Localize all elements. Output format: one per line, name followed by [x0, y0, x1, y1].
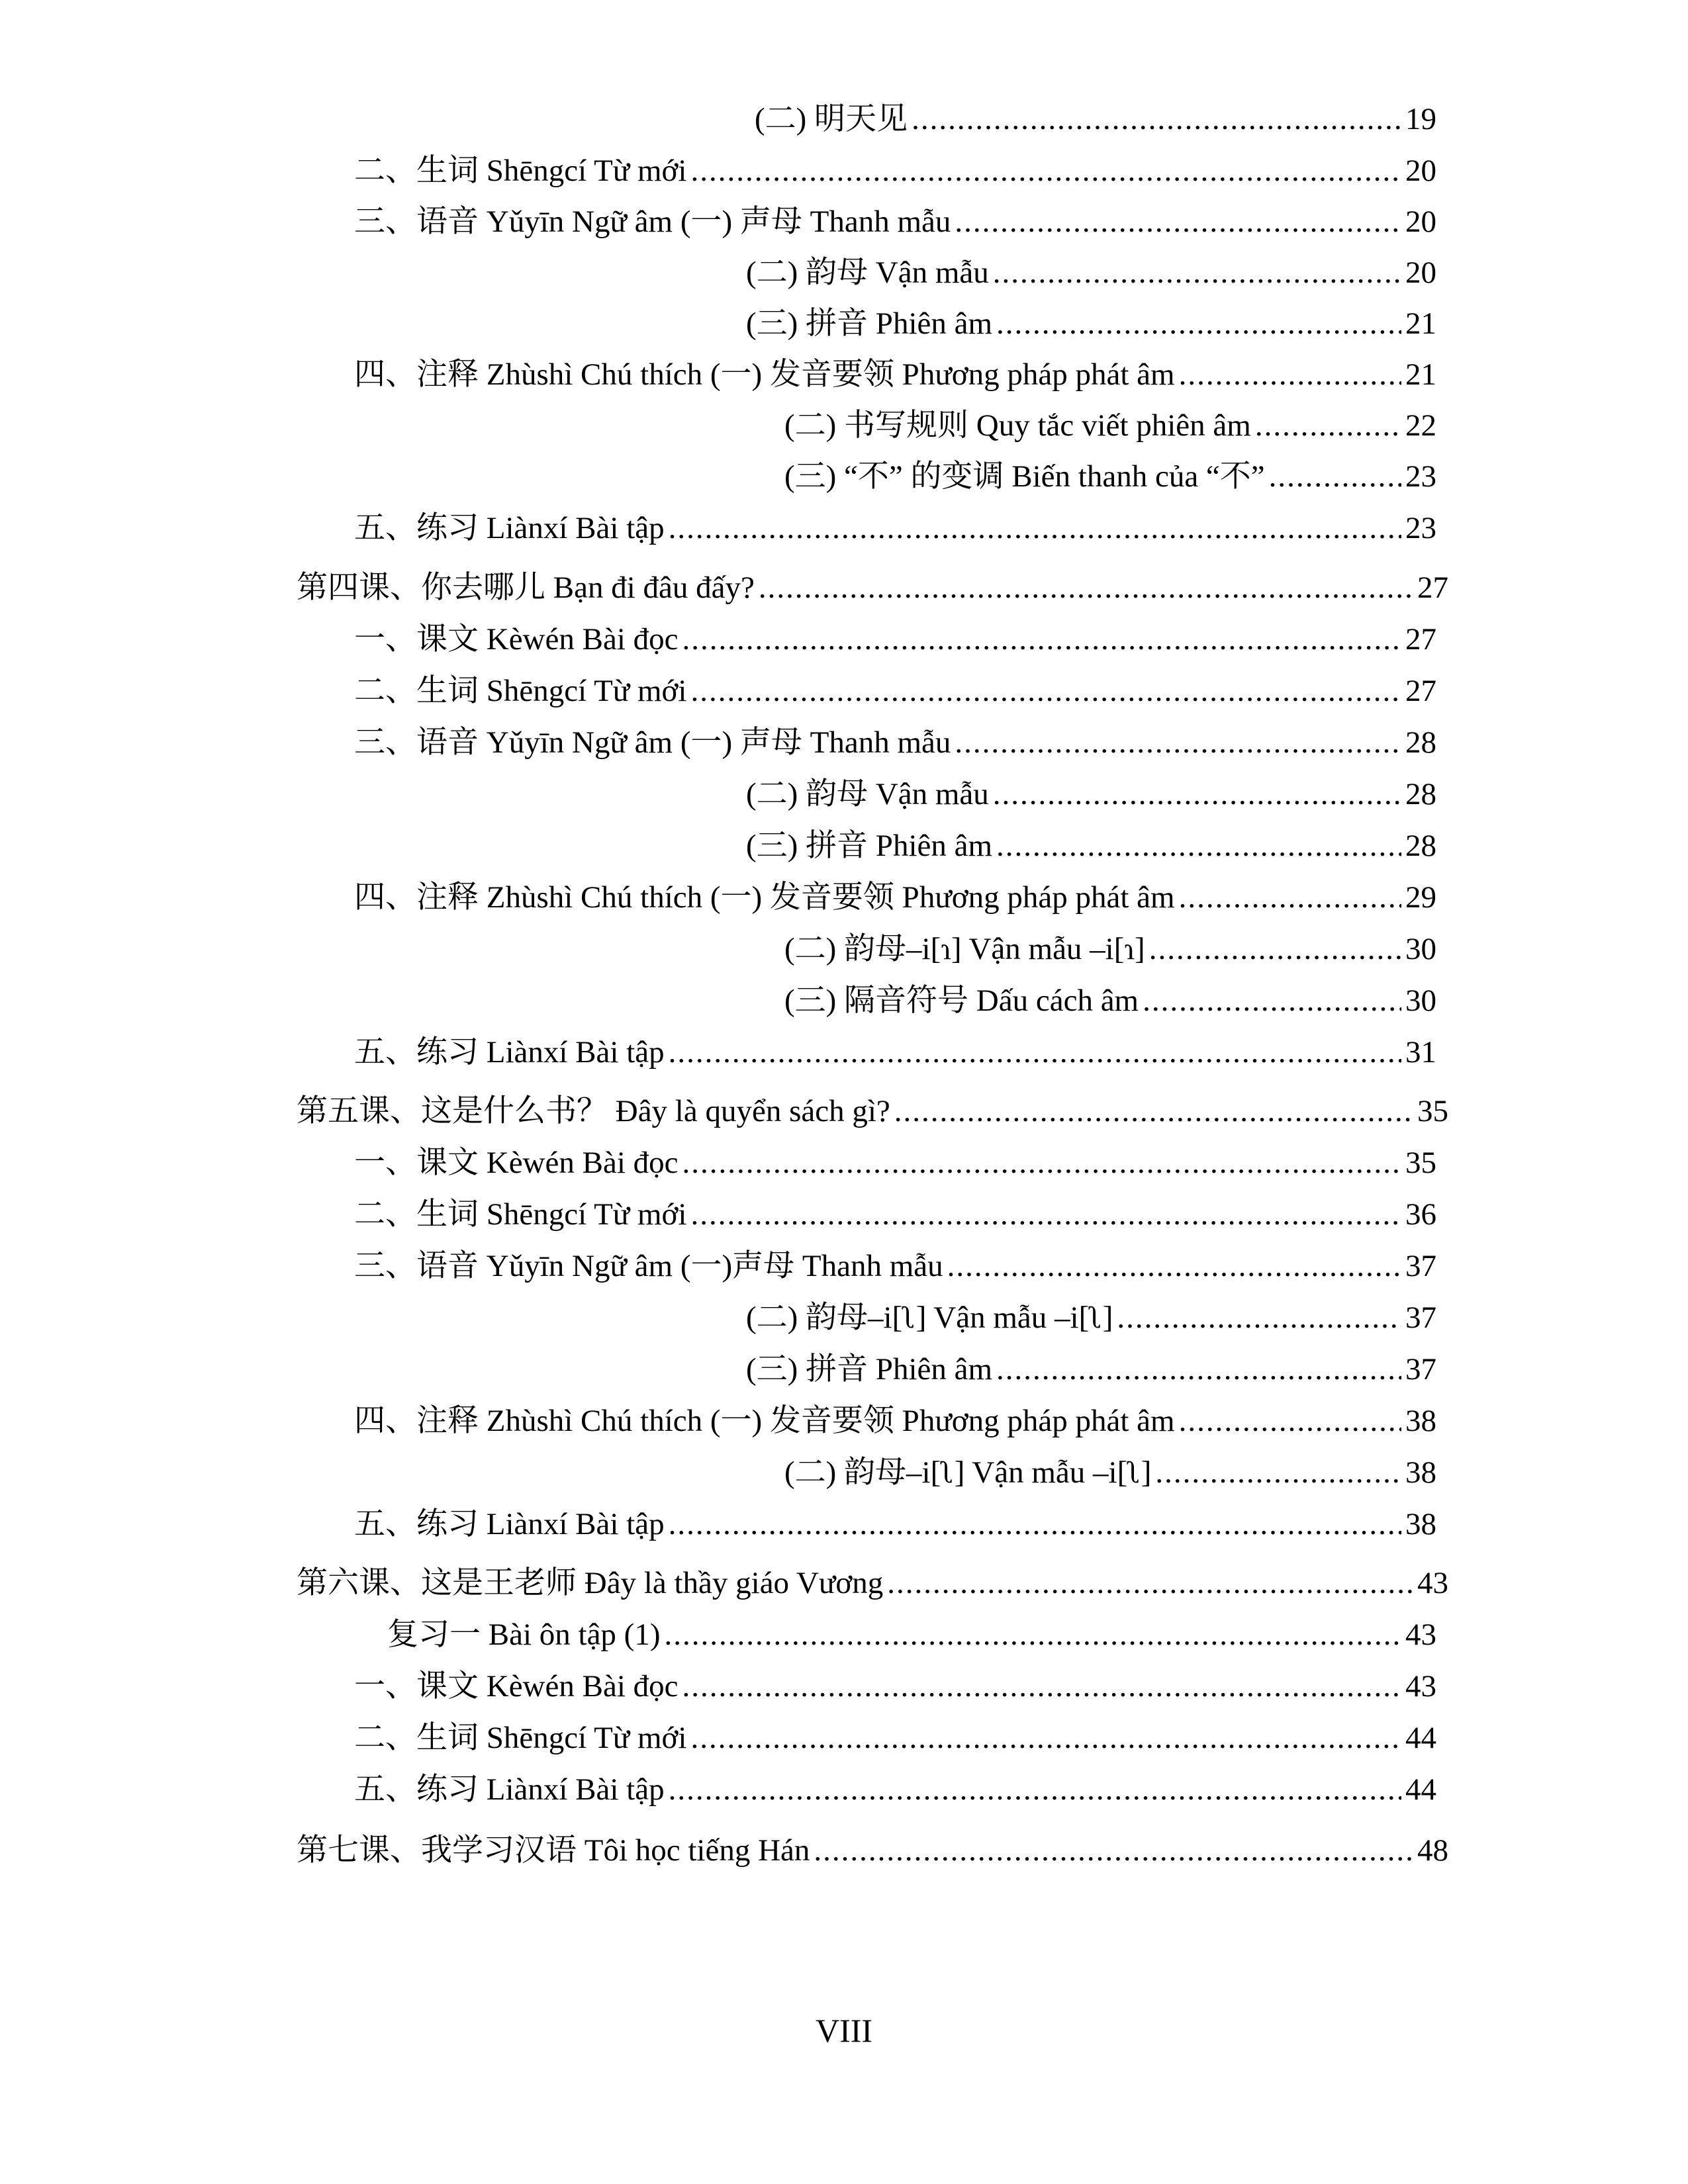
toc-entry-title: 四、注释 Zhùshì Chú thích (一) 发音要领 Phương pháp phát âm — [354, 880, 1175, 915]
toc-entry-page: 20 — [1405, 154, 1436, 188]
toc-entry-page: 37 — [1405, 1300, 1436, 1335]
toc-leader-dots — [682, 1139, 1401, 1187]
toc-entry-title: 五、练习 Liànxí Bài tập — [354, 1507, 665, 1541]
toc-entry-page: 21 — [1405, 306, 1436, 341]
toc-entry-page: 27 — [1405, 622, 1436, 657]
toc-entry-page: 38 — [1405, 1455, 1436, 1490]
toc-entry-page: 43 — [1417, 1566, 1448, 1600]
toc-leader-dots — [690, 667, 1401, 715]
toc-entry-page: 20 — [1405, 255, 1436, 290]
toc-entry[interactable] — [746, 1345, 1436, 1393]
toc-lesson-entry[interactable] — [297, 1559, 1448, 1607]
toc-entry-page: 28 — [1405, 725, 1436, 760]
toc-entry-title: 三、语音 Yǔyīn Ngữ âm (一) 声母 Thanh mẫu — [354, 725, 951, 760]
page-number: VIII — [815, 2012, 873, 2049]
toc-entry-page: 31 — [1405, 1035, 1436, 1069]
toc-leader-dots — [894, 1087, 1413, 1135]
toc-entry[interactable] — [354, 1191, 1436, 1238]
toc-entry-page: 20 — [1405, 205, 1436, 239]
toc-entry-title: (三) 隔音符号 Dấu cách âm — [784, 983, 1139, 1018]
toc-entry-title: 四、注释 Zhùshì Chú thích (一) 发音要领 Phương pháp phát âm — [354, 1404, 1175, 1438]
toc-entry-page: 30 — [1405, 983, 1436, 1018]
toc-leader-dots — [690, 147, 1401, 195]
toc-leader-dots — [1179, 874, 1401, 921]
toc-entry-page: 36 — [1405, 1197, 1436, 1232]
toc-entry-page: 27 — [1405, 674, 1436, 708]
toc-entry-title: (三) 拼音 Phiên âm — [746, 829, 993, 863]
toc-entry[interactable] — [354, 351, 1436, 398]
toc-entry[interactable] — [784, 453, 1436, 500]
toc-entry[interactable] — [354, 874, 1436, 921]
toc-entry-title: 第七课、我学习汉语 Tôi học tiếng Hán — [297, 1833, 810, 1868]
toc-entry-page: 38 — [1405, 1507, 1436, 1541]
toc-lesson-entry[interactable] — [297, 1087, 1448, 1135]
toc-entry-title: (三) 拼音 Phiên âm — [746, 1352, 993, 1387]
toc-entry-page: 35 — [1405, 1146, 1436, 1180]
toc-entry-page: 27 — [1417, 570, 1448, 605]
toc-entry-page: 21 — [1405, 357, 1436, 392]
toc-lesson-entry[interactable] — [297, 564, 1448, 612]
toc-leader-dots — [1269, 453, 1401, 500]
toc-entry-title: 一、课文 Kèwén Bài đọc — [354, 1669, 679, 1704]
toc-entry[interactable] — [354, 147, 1436, 195]
toc-entry-title: 五、练习 Liànxí Bài tập — [354, 1035, 665, 1069]
toc-entry-title: 第五课、这是什么书？ Đây là quyển sách gì? — [297, 1094, 890, 1128]
toc-leader-dots — [996, 822, 1401, 870]
toc-entry[interactable] — [354, 1500, 1436, 1548]
toc-entry-page: 28 — [1405, 829, 1436, 863]
toc-leader-dots — [690, 1714, 1401, 1762]
toc-entry[interactable] — [354, 1028, 1436, 1076]
toc-entry-page: 19 — [1405, 102, 1436, 136]
toc-leader-dots — [669, 1766, 1401, 1813]
toc-leader-dots — [1155, 1449, 1401, 1496]
toc-entry-page: 28 — [1405, 777, 1436, 811]
toc-entry-page: 23 — [1405, 511, 1436, 545]
toc-leader-dots — [993, 770, 1401, 818]
toc-entry-page: 35 — [1417, 1094, 1448, 1128]
toc-entry-title: 第六课、这是王老师 Đây là thầy giáo Vương — [297, 1566, 884, 1600]
toc-leader-dots — [955, 198, 1401, 246]
toc-entry[interactable] — [746, 249, 1436, 296]
toc-entry-title: 五、练习 Liànxí Bài tập — [354, 1772, 665, 1807]
toc-entry-page: 29 — [1405, 880, 1436, 915]
toc-entry[interactable] — [354, 1662, 1436, 1710]
toc-leader-dots — [669, 1028, 1401, 1076]
toc-leader-dots — [1143, 977, 1401, 1024]
toc-entry[interactable] — [354, 667, 1436, 715]
toc-entry[interactable] — [354, 504, 1436, 552]
toc-leader-dots — [1255, 402, 1401, 449]
toc-entry[interactable] — [755, 95, 1436, 143]
toc-leader-dots — [682, 615, 1401, 663]
toc-entry-page: 44 — [1405, 1772, 1436, 1807]
toc-entry-title: 一、课文 Kèwén Bài đọc — [354, 1146, 679, 1180]
toc-entry-page: 22 — [1405, 408, 1436, 443]
toc-entry-title: (二) 韵母 Vận mẫu — [746, 777, 989, 811]
toc-entry-title: (三) “不” 的变调 Biến thanh của “不” — [784, 459, 1265, 494]
toc-leader-dots — [1149, 925, 1401, 973]
toc-entry-title: 三、语音 Yǔyīn Ngữ âm (一)声母 Thanh mẫu — [354, 1249, 943, 1283]
toc-leader-dots — [887, 1559, 1413, 1607]
toc-entry[interactable] — [746, 822, 1436, 870]
toc-entry[interactable] — [354, 1714, 1436, 1762]
toc-entry-page: 38 — [1405, 1404, 1436, 1438]
toc-leader-dots — [947, 1242, 1401, 1290]
toc-entry-title: (二) 书写规则 Quy tắc viết phiên âm — [784, 408, 1251, 443]
toc-leader-dots — [665, 1611, 1402, 1659]
toc-leader-dots — [912, 95, 1401, 143]
toc-leader-dots — [1117, 1294, 1401, 1342]
toc-entry[interactable] — [354, 615, 1436, 663]
toc-entry-title: 二、生词 Shēngcí Từ mới — [354, 1721, 687, 1755]
toc-entry-title: 一、课文 Kèwén Bài đọc — [354, 622, 679, 657]
toc-entry[interactable] — [784, 977, 1436, 1024]
toc-entry-title: 五、练习 Liànxí Bài tập — [354, 511, 665, 545]
toc-entry-title: (三) 拼音 Phiên âm — [746, 306, 993, 341]
toc-entry-page: 37 — [1405, 1249, 1436, 1283]
toc-entry[interactable] — [784, 925, 1436, 973]
toc-leader-dots — [993, 249, 1401, 296]
toc-entry[interactable] — [354, 198, 1436, 246]
toc-entry-page: 43 — [1405, 1617, 1436, 1652]
toc-leader-dots — [814, 1827, 1413, 1874]
toc-entry-title: (二) 韵母–i[ɿ] Vận mẫu –i[ɿ] — [784, 932, 1145, 966]
toc-entry-title: (二) 明天见 — [755, 102, 908, 136]
toc-leader-dots — [1179, 1397, 1401, 1445]
toc-leader-dots — [1179, 351, 1401, 398]
toc-leader-dots — [996, 300, 1401, 347]
toc-entry-title: 复习一 Bài ôn tập (1) — [387, 1617, 661, 1652]
toc-entry-title: 三、语音 Yǔyīn Ngữ âm (一) 声母 Thanh mẫu — [354, 205, 951, 239]
toc-entry-page: 23 — [1405, 459, 1436, 494]
toc-entry-page: 48 — [1417, 1833, 1448, 1868]
toc-entry[interactable] — [354, 1242, 1436, 1290]
toc-leader-dots — [955, 719, 1401, 766]
toc-entry[interactable] — [354, 1766, 1436, 1813]
toc-leader-dots — [759, 564, 1413, 612]
toc-entry-title: 二、生词 Shēngcí Từ mới — [354, 674, 687, 708]
toc-lesson-entry[interactable] — [297, 1827, 1448, 1874]
toc-leader-dots — [682, 1662, 1401, 1710]
toc-entry-title: (二) 韵母 Vận mẫu — [746, 255, 989, 290]
toc-entry[interactable] — [387, 1611, 1436, 1659]
toc-entry-title: 二、生词 Shēngcí Từ mới — [354, 154, 687, 188]
toc-entry-page: 43 — [1405, 1669, 1436, 1704]
toc-entry-page: 44 — [1405, 1721, 1436, 1755]
toc-leader-dots — [669, 504, 1401, 552]
toc-entry[interactable] — [354, 719, 1436, 766]
toc-entry[interactable] — [746, 770, 1436, 818]
toc-entry-title: 二、生词 Shēngcí Từ mới — [354, 1197, 687, 1232]
toc-leader-dots — [690, 1191, 1401, 1238]
toc-entry-title: (二) 韵母–i[ʅ] Vận mẫu –i[ʅ] — [746, 1300, 1113, 1335]
toc-entry[interactable] — [784, 402, 1436, 449]
toc-entry-page: 30 — [1405, 932, 1436, 966]
toc-leader-dots — [996, 1345, 1401, 1393]
toc-leader-dots — [669, 1500, 1401, 1548]
toc-entry[interactable] — [746, 300, 1436, 347]
toc-entry[interactable] — [354, 1397, 1436, 1445]
toc-entry-title: (二) 韵母–i[ʅ] Vận mẫu –i[ʅ] — [784, 1455, 1152, 1490]
toc-entry-title: 第四课、你去哪儿 Bạn đi đâu đấy? — [297, 570, 755, 605]
toc-entry[interactable] — [746, 1294, 1436, 1342]
toc-entry-title: 四、注释 Zhùshì Chú thích (一) 发音要领 Phương pháp phát âm — [354, 357, 1175, 392]
toc-entry[interactable] — [354, 1139, 1436, 1187]
toc-entry-page: 37 — [1405, 1352, 1436, 1387]
toc-entry[interactable] — [784, 1449, 1436, 1496]
